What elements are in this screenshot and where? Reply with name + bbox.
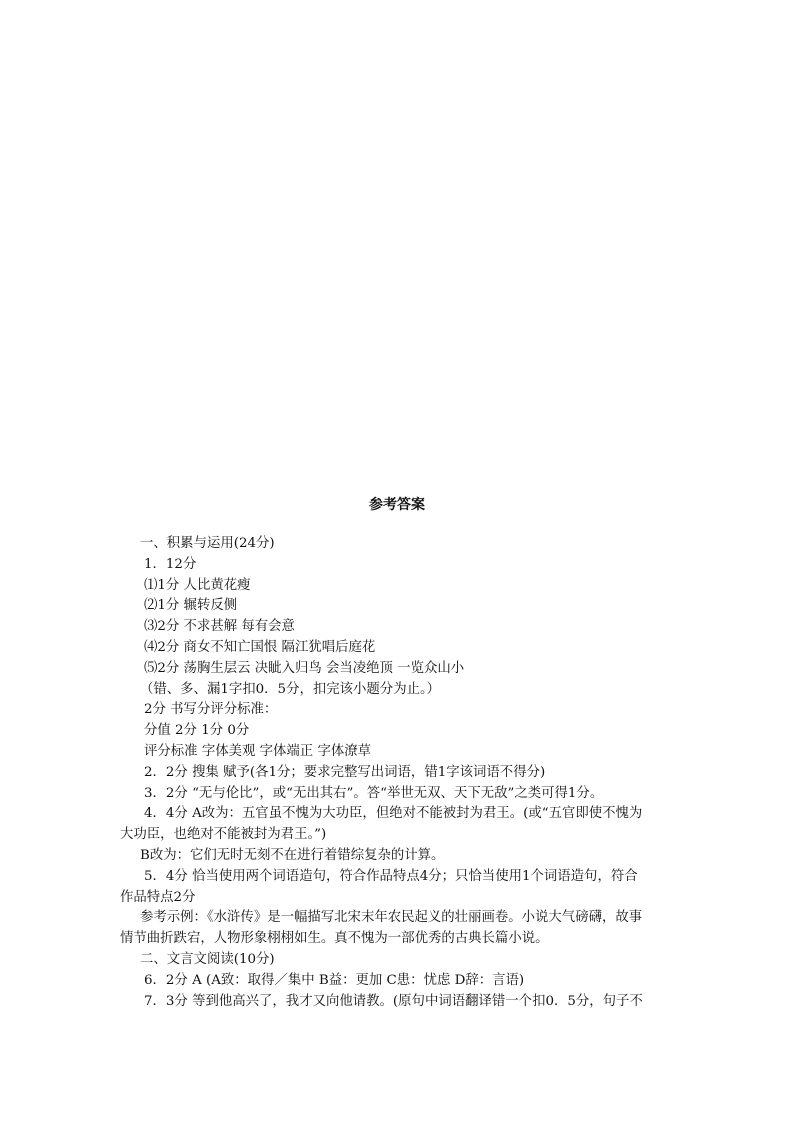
text-line: 1．12分	[144, 556, 197, 572]
text-line: 4．4分 A改为：五官虽不愧为大功臣，但绝对不能被封为君王。(或“五官即使不愧为	[144, 806, 643, 822]
text-line: 2分 书写分评分标准：	[144, 702, 278, 718]
text-line: ⑴1分 人比黄花瘦	[144, 577, 251, 593]
text-line: 分值 2分 1分 0分	[144, 723, 250, 739]
document-title: 参考答案	[369, 497, 425, 513]
text-line: ⑸2分 荡胸生层云 决眦入归鸟 会当凌绝顶 一览众山小	[144, 660, 465, 676]
text-line: 5．4分 恰当使用两个词语造句，符合作品特点4分；只恰当使用1个词语造句，符合	[144, 868, 638, 884]
text-line: 3．2分 “无与伦比”，或“无出其右”。答“举世无双、天下无敌”之类可得1分。	[144, 785, 604, 801]
text-line: ⑶2分 不求甚解 每有会意	[144, 619, 295, 635]
text-line: 大功臣，也绝对不能被封为君王。”)	[120, 827, 327, 843]
answer-key-body	[120, 534, 678, 1012]
text-line: B改为：它们无时无刻不在进行着错综复杂的计算。	[140, 847, 445, 863]
text-line: 作品特点2分	[120, 889, 196, 905]
text-line: 2．2分 搜集 赋予(各1分；要求完整写出词语，错1字该词语不得分)	[144, 764, 546, 780]
text-line: 6．2分 A (A致：取得／集中 B益：更加 C患：忧虑 D辞：言语)	[144, 972, 525, 988]
text-line: 二、文言文阅读(10分)	[140, 951, 275, 967]
text-line: 情节曲折跌宕，人物形象栩栩如生。真不愧为一部优秀的古典长篇小说。	[120, 931, 549, 947]
text-line: 参考示例：《水浒传》是一幅描写北宋末年农民起义的壮丽画卷。小说大气磅礴，故事	[140, 910, 643, 926]
text-line: ⑵1分 辗转反侧	[144, 598, 238, 614]
text-line: ⑷2分 商女不知亡国恨 隔江犹唱后庭花	[144, 639, 376, 655]
text-line: （错、多、漏1字扣0．5分，扣完该小题分为止。）	[140, 681, 441, 697]
text-line: 评分标准 字体美观 字体端正 字体潦草	[144, 743, 372, 759]
text-line: 一、积累与运用(24分)	[140, 536, 275, 551]
text-line: 7．3分 等到他高兴了，我才又向他请教。(原句中词语翻译错一个扣0．5分，句子不	[144, 993, 643, 1009]
